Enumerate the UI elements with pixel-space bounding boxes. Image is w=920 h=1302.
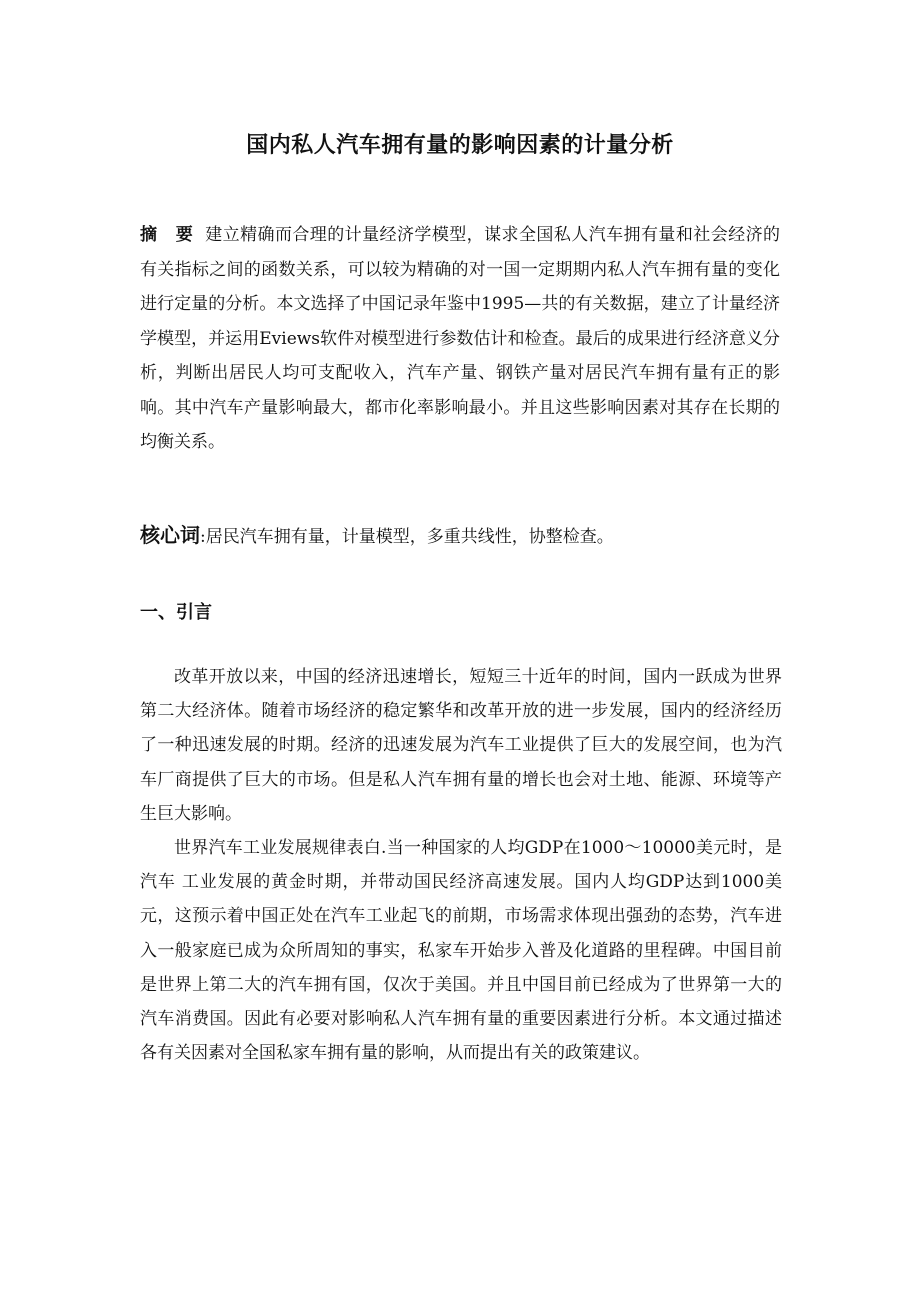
keywords-text: :居民汽车拥有量，计量模型，多重共线性，协整检查。 <box>200 527 614 547</box>
abstract-text: 建立精确而合理的计量经济学模型，谋求全国私人汽车拥有量和社会经济的有关指标之间的函数关系，可以较为精确的对一国一定期期内私人汽车拥有量的变化进行定量的分析。本文选择了中国记录年鉴中1995—共的有关数据，建立了计量经济学模型，并运用Eviews软件对模型进行参数估计和检查。最后的成果进行经济意义分析，判断出居民人均可支配收入，汽车产量、钢铁产量对居民汽车拥有量有正的影响。其中汽车产量影响最大，都市化率影响最小。并且这些影响因素对其存在长期的均衡关系。 <box>140 225 781 452</box>
paragraph: 世界汽车工业发展规律表白.当一种国家的人均GDP在1000～10000美元时，是汽车 工业发展的黄金时期，并带动国民经济高速发展。国内人均GDP达到1000美元，这预示着中国正处在汽车工业起飞的前期，市场需求体现出强劲的态势，汽车进入一般家庭已成为众所周知的事实，私家车开始步入普及化道路的里程碑。中国目前是世界上第二大的汽车拥有国，仅次于美国。并且中国目前已经成为了世界第一大的汽车消费国。因此有必要对影响私人汽车拥有量的重要因素进行分析。本文通过描述各有关因素对全国私家车拥有量的影响，从而提出有关的政策建议。 <box>140 838 782 1064</box>
abstract <box>140 218 780 460</box>
paragraph: 改革开放以来，中国的经济迅速增长，短短三十近年的时间，国内一跃成为世界第二大经济体。随着市场经济的稳定繁华和改革开放的进一步发展，国内的经济经历了一种迅速发展的时期。经济的迅速发展为汽车工业提供了巨大的发展空间，也为汽车厂商提供了巨大的市场。但是私人汽车拥有量的增长也会对土地、能源、环境等产生巨大影响。 <box>140 667 782 824</box>
abstract-label: 摘 要 <box>140 225 200 245</box>
section-heading-introduction: 一、引言 <box>140 602 212 623</box>
keywords <box>140 518 780 554</box>
keywords-label: 核心词 <box>140 523 200 547</box>
introduction-body <box>140 660 782 1070</box>
document-title: 国内私人汽车拥有量的影响因素的计量分析 <box>246 133 674 158</box>
